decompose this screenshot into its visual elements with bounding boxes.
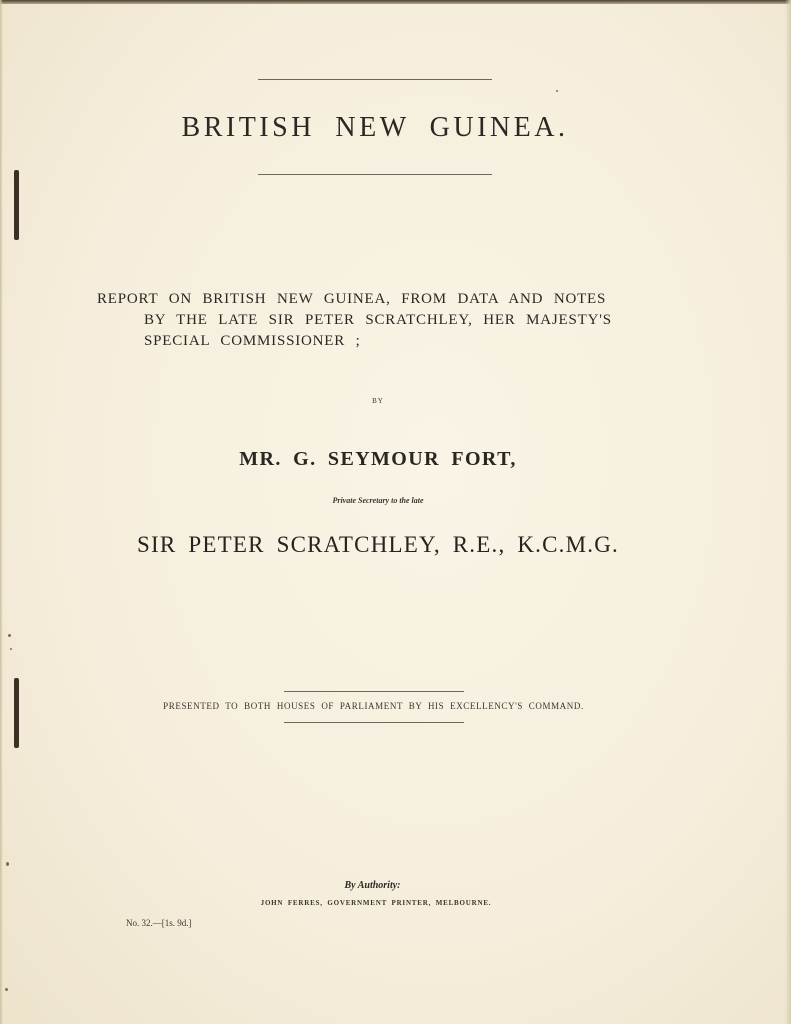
- paper-speck: [5, 988, 8, 991]
- paper-speck: [6, 862, 9, 866]
- report-description: [97, 289, 612, 352]
- title-rule-bottom: [258, 174, 492, 175]
- authority-line: By Authority:: [344, 880, 401, 891]
- paper-speck: [556, 90, 558, 92]
- by-label: BY: [372, 397, 384, 405]
- paper-speck: [10, 648, 12, 650]
- subject-name: SIR PETER SCRATCHLEY, R.E., K.C.M.G.: [137, 532, 619, 557]
- page-left-edge: [0, 0, 3, 1024]
- report-line: BY THE LATE SIR PETER SCRATCHLEY, HER MAJESTY'S: [144, 312, 612, 328]
- binding-staple-upper: [14, 170, 19, 240]
- document-number: No. 32.—[1s. 9d.]: [126, 918, 192, 928]
- printer-line: JOHN FERRES, GOVERNMENT PRINTER, MELBOURNE.: [260, 899, 492, 907]
- page-top-edge: [0, 0, 791, 4]
- report-line: REPORT ON BRITISH NEW GUINEA, FROM DATA AND NOTES: [97, 291, 607, 307]
- document-title: BRITISH NEW GUINEA.: [181, 112, 569, 143]
- presented-rule-top: [284, 691, 464, 692]
- title-rule-top: [258, 79, 492, 80]
- binding-staple-lower: [14, 678, 19, 748]
- page-right-edge: [785, 0, 791, 1024]
- report-line: SPECIAL COMMISSIONER ;: [144, 333, 361, 349]
- author-name: MR. G. SEYMOUR FORT,: [239, 448, 517, 470]
- author-role: Private Secretary to the late: [332, 496, 424, 505]
- presented-statement: PRESENTED TO BOTH HOUSES OF PARLIAMENT BY HIS EXCELLENCY'S COMMAND.: [163, 701, 584, 711]
- paper-speck: [8, 634, 11, 637]
- presented-rule-bottom: [284, 722, 464, 723]
